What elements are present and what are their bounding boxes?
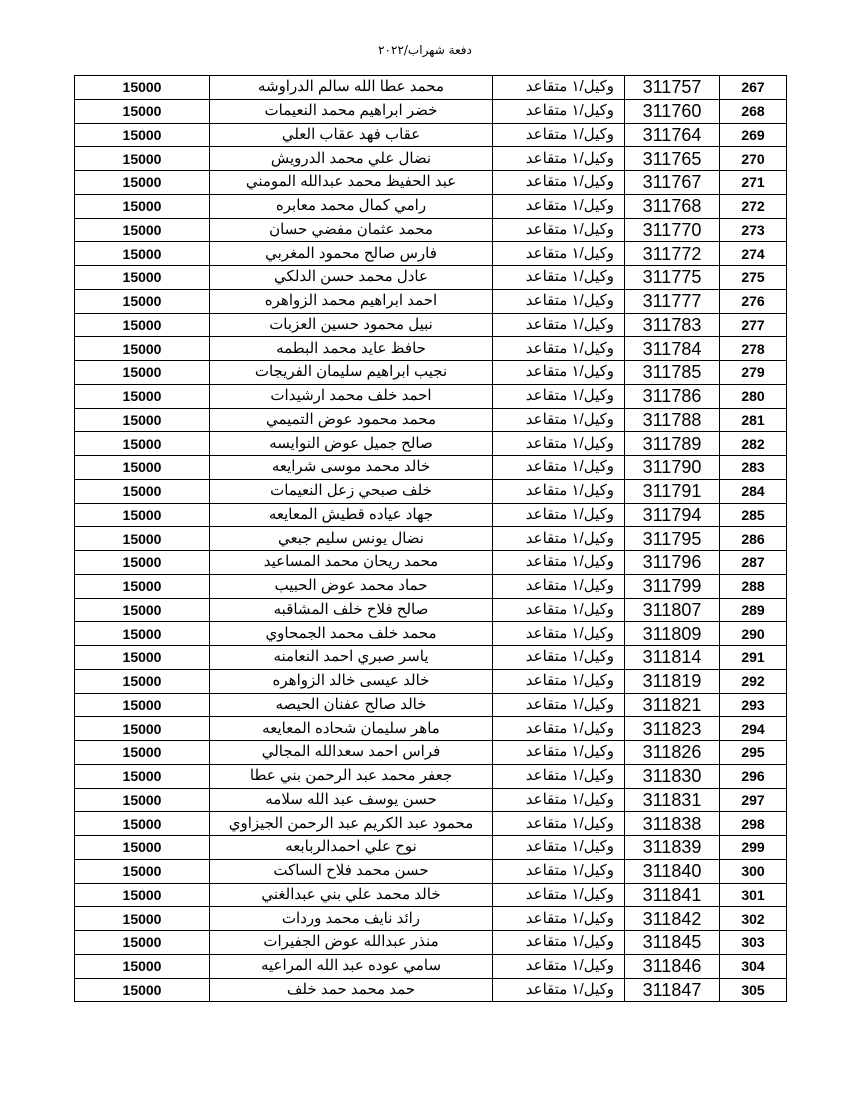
name-cell: نوح علي احمدالربابعه [210, 836, 493, 860]
rank-cell: وكيل/١ متقاعد [493, 859, 625, 883]
amount-cell: 15000 [75, 408, 210, 432]
table-row [75, 574, 787, 598]
amount-cell: 15000 [75, 693, 210, 717]
rank-cell: وكيل/١ متقاعد [493, 408, 625, 432]
military-number-cell: 311842 [625, 907, 720, 931]
sequence-number-cell: 301 [720, 883, 787, 907]
name-cell: صالح فلاح خلف المشاقبه [210, 598, 493, 622]
name-cell: منذر عبدالله عوض الجفيرات [210, 931, 493, 955]
sequence-number-cell: 267 [720, 76, 787, 100]
amount-cell: 15000 [75, 836, 210, 860]
amount-cell: 15000 [75, 361, 210, 385]
amount-cell: 15000 [75, 551, 210, 575]
military-number-cell: 311814 [625, 646, 720, 670]
military-number-cell: 311757 [625, 76, 720, 100]
table-row [75, 171, 787, 195]
sequence-number-cell: 300 [720, 859, 787, 883]
table-row [75, 551, 787, 575]
military-number-cell: 311839 [625, 836, 720, 860]
sequence-number-cell: 271 [720, 171, 787, 195]
sequence-number-cell: 291 [720, 646, 787, 670]
name-cell: احمد ابراهيم محمد الزواهره [210, 289, 493, 313]
rank-cell: وكيل/١ متقاعد [493, 218, 625, 242]
name-cell: محمد ريحان محمد المساعيد [210, 551, 493, 575]
military-number-cell: 311794 [625, 503, 720, 527]
rank-cell: وكيل/١ متقاعد [493, 384, 625, 408]
amount-cell: 15000 [75, 646, 210, 670]
sequence-number-cell: 303 [720, 931, 787, 955]
rank-cell: وكيل/١ متقاعد [493, 764, 625, 788]
sequence-number-cell: 281 [720, 408, 787, 432]
rank-cell: وكيل/١ متقاعد [493, 147, 625, 171]
military-number-cell: 311807 [625, 598, 720, 622]
table-row [75, 408, 787, 432]
name-cell: ياسر صبري احمد النعامنه [210, 646, 493, 670]
sequence-number-cell: 282 [720, 432, 787, 456]
rank-cell: وكيل/١ متقاعد [493, 456, 625, 480]
name-cell: صالح جميل عوض النوايسه [210, 432, 493, 456]
name-cell: حافظ عايد محمد البطمه [210, 337, 493, 361]
amount-cell: 15000 [75, 954, 210, 978]
sequence-number-cell: 280 [720, 384, 787, 408]
table-row [75, 289, 787, 313]
military-number-cell: 311789 [625, 432, 720, 456]
amount-cell: 15000 [75, 432, 210, 456]
name-cell: محمد خلف محمد الجمحاوي [210, 622, 493, 646]
amount-cell: 15000 [75, 289, 210, 313]
military-number-cell: 311764 [625, 123, 720, 147]
name-cell: جعفر محمد عبد الرحمن بني عطا [210, 764, 493, 788]
sequence-number-cell: 284 [720, 479, 787, 503]
table-row [75, 384, 787, 408]
sequence-number-cell: 296 [720, 764, 787, 788]
amount-cell: 15000 [75, 313, 210, 337]
name-cell: سامي عوده عبد الله المراعيه [210, 954, 493, 978]
rank-cell: وكيل/١ متقاعد [493, 503, 625, 527]
table-row [75, 812, 787, 836]
rank-cell: وكيل/١ متقاعد [493, 693, 625, 717]
amount-cell: 15000 [75, 99, 210, 123]
amount-cell: 15000 [75, 598, 210, 622]
sequence-number-cell: 288 [720, 574, 787, 598]
rank-cell: وكيل/١ متقاعد [493, 99, 625, 123]
military-number-cell: 311838 [625, 812, 720, 836]
rank-cell: وكيل/١ متقاعد [493, 289, 625, 313]
table-row [75, 76, 787, 100]
rank-cell: وكيل/١ متقاعد [493, 242, 625, 266]
military-number-cell: 311809 [625, 622, 720, 646]
military-number-cell: 311821 [625, 693, 720, 717]
rank-cell: وكيل/١ متقاعد [493, 883, 625, 907]
military-number-cell: 311823 [625, 717, 720, 741]
military-number-cell: 311830 [625, 764, 720, 788]
amount-cell: 15000 [75, 978, 210, 1002]
military-number-cell: 311777 [625, 289, 720, 313]
military-number-cell: 311765 [625, 147, 720, 171]
name-cell: عقاب فهد عقاب العلي [210, 123, 493, 147]
table-row [75, 527, 787, 551]
rank-cell: وكيل/١ متقاعد [493, 978, 625, 1002]
military-number-cell: 311788 [625, 408, 720, 432]
sequence-number-cell: 269 [720, 123, 787, 147]
sequence-number-cell: 276 [720, 289, 787, 313]
sequence-number-cell: 305 [720, 978, 787, 1002]
rank-cell: وكيل/١ متقاعد [493, 812, 625, 836]
table-row [75, 622, 787, 646]
name-cell: رائد نايف محمد وردات [210, 907, 493, 931]
table-row [75, 907, 787, 931]
amount-cell: 15000 [75, 527, 210, 551]
sequence-number-cell: 279 [720, 361, 787, 385]
name-cell: خالد محمد موسى شرايعه [210, 456, 493, 480]
rank-cell: وكيل/١ متقاعد [493, 527, 625, 551]
sequence-number-cell: 294 [720, 717, 787, 741]
military-number-cell: 311772 [625, 242, 720, 266]
name-cell: محمد عثمان مفضي حسان [210, 218, 493, 242]
sequence-number-cell: 298 [720, 812, 787, 836]
military-number-cell: 311785 [625, 361, 720, 385]
name-cell: فارس صالح محمود المغربي [210, 242, 493, 266]
military-number-cell: 311841 [625, 883, 720, 907]
amount-cell: 15000 [75, 503, 210, 527]
sequence-number-cell: 273 [720, 218, 787, 242]
military-number-cell: 311760 [625, 99, 720, 123]
amount-cell: 15000 [75, 266, 210, 290]
sequence-number-cell: 275 [720, 266, 787, 290]
rank-cell: وكيل/١ متقاعد [493, 479, 625, 503]
rank-cell: وكيل/١ متقاعد [493, 76, 625, 100]
table-row [75, 99, 787, 123]
military-number-cell: 311831 [625, 788, 720, 812]
rank-cell: وكيل/١ متقاعد [493, 574, 625, 598]
amount-cell: 15000 [75, 123, 210, 147]
rank-cell: وكيل/١ متقاعد [493, 669, 625, 693]
table-row [75, 883, 787, 907]
table-row [75, 788, 787, 812]
amount-cell: 15000 [75, 812, 210, 836]
sequence-number-cell: 287 [720, 551, 787, 575]
roster-table-body [75, 76, 787, 1002]
table-row [75, 764, 787, 788]
rank-cell: وكيل/١ متقاعد [493, 123, 625, 147]
sequence-number-cell: 290 [720, 622, 787, 646]
sequence-number-cell: 297 [720, 788, 787, 812]
sequence-number-cell: 274 [720, 242, 787, 266]
rank-cell: وكيل/١ متقاعد [493, 646, 625, 670]
table-row [75, 194, 787, 218]
name-cell: خالد عيسى خالد الزواهره [210, 669, 493, 693]
amount-cell: 15000 [75, 218, 210, 242]
name-cell: محمد محمود عوض التميمي [210, 408, 493, 432]
rank-cell: وكيل/١ متقاعد [493, 194, 625, 218]
table-row [75, 479, 787, 503]
sequence-number-cell: 299 [720, 836, 787, 860]
sequence-number-cell: 295 [720, 741, 787, 765]
military-number-cell: 311796 [625, 551, 720, 575]
rank-cell: وكيل/١ متقاعد [493, 741, 625, 765]
amount-cell: 15000 [75, 337, 210, 361]
military-number-cell: 311840 [625, 859, 720, 883]
table-row [75, 337, 787, 361]
sequence-number-cell: 285 [720, 503, 787, 527]
table-row [75, 693, 787, 717]
name-cell: حسن محمد فلاح الساكت [210, 859, 493, 883]
name-cell: خضر ابراهيم محمد النعيمات [210, 99, 493, 123]
rank-cell: وكيل/١ متقاعد [493, 432, 625, 456]
military-number-cell: 311786 [625, 384, 720, 408]
table-row [75, 646, 787, 670]
amount-cell: 15000 [75, 741, 210, 765]
military-number-cell: 311791 [625, 479, 720, 503]
page-header: دفعة شهراب/٢٠٢٢ [378, 43, 472, 57]
military-number-cell: 311845 [625, 931, 720, 955]
sequence-number-cell: 289 [720, 598, 787, 622]
amount-cell: 15000 [75, 907, 210, 931]
amount-cell: 15000 [75, 384, 210, 408]
military-number-cell: 311795 [625, 527, 720, 551]
table-row [75, 266, 787, 290]
name-cell: نجيب ابراهيم سليمان الفريجات [210, 361, 493, 385]
table-row [75, 978, 787, 1002]
name-cell: خلف صبحي زعل النعيمات [210, 479, 493, 503]
amount-cell: 15000 [75, 574, 210, 598]
name-cell: جهاد عياده قطيش المعايعه [210, 503, 493, 527]
table-row [75, 669, 787, 693]
name-cell: نضال يونس سليم جبعي [210, 527, 493, 551]
military-number-cell: 311783 [625, 313, 720, 337]
name-cell: نضال علي محمد الدرويش [210, 147, 493, 171]
name-cell: خالد صالح عفنان الحيصه [210, 693, 493, 717]
amount-cell: 15000 [75, 717, 210, 741]
sequence-number-cell: 268 [720, 99, 787, 123]
amount-cell: 15000 [75, 764, 210, 788]
sequence-number-cell: 292 [720, 669, 787, 693]
rank-cell: وكيل/١ متقاعد [493, 622, 625, 646]
amount-cell: 15000 [75, 147, 210, 171]
name-cell: فراس احمد سعدالله المجالي [210, 741, 493, 765]
amount-cell: 15000 [75, 622, 210, 646]
military-number-cell: 311767 [625, 171, 720, 195]
table-row [75, 741, 787, 765]
table-row [75, 313, 787, 337]
sequence-number-cell: 278 [720, 337, 787, 361]
rank-cell: وكيل/١ متقاعد [493, 788, 625, 812]
table-row [75, 836, 787, 860]
name-cell: حماد محمد عوض الحبيب [210, 574, 493, 598]
table-row [75, 954, 787, 978]
rank-cell: وكيل/١ متقاعد [493, 337, 625, 361]
amount-cell: 15000 [75, 883, 210, 907]
sequence-number-cell: 272 [720, 194, 787, 218]
sequence-number-cell: 304 [720, 954, 787, 978]
rank-cell: وكيل/١ متقاعد [493, 551, 625, 575]
military-number-cell: 311770 [625, 218, 720, 242]
rank-cell: وكيل/١ متقاعد [493, 931, 625, 955]
name-cell: احمد خلف محمد ارشيدات [210, 384, 493, 408]
name-cell: حمد محمد حمد خلف [210, 978, 493, 1002]
sequence-number-cell: 283 [720, 456, 787, 480]
table-row [75, 123, 787, 147]
amount-cell: 15000 [75, 788, 210, 812]
table-row [75, 503, 787, 527]
name-cell: ماهر سليمان شحاده المعايعه [210, 717, 493, 741]
table-row [75, 242, 787, 266]
rank-cell: وكيل/١ متقاعد [493, 836, 625, 860]
roster-table [74, 75, 787, 1002]
amount-cell: 15000 [75, 931, 210, 955]
name-cell: عادل محمد حسن الدلكي [210, 266, 493, 290]
name-cell: نبيل محمود حسين العزبات [210, 313, 493, 337]
table-row [75, 931, 787, 955]
sequence-number-cell: 293 [720, 693, 787, 717]
amount-cell: 15000 [75, 669, 210, 693]
table-row [75, 456, 787, 480]
table-row [75, 218, 787, 242]
table-row [75, 361, 787, 385]
rank-cell: وكيل/١ متقاعد [493, 171, 625, 195]
military-number-cell: 311846 [625, 954, 720, 978]
rank-cell: وكيل/١ متقاعد [493, 266, 625, 290]
military-number-cell: 311799 [625, 574, 720, 598]
name-cell: محمد عطا الله سالم الدراوشه [210, 76, 493, 100]
amount-cell: 15000 [75, 76, 210, 100]
name-cell: حسن يوسف عبد الله سلامه [210, 788, 493, 812]
amount-cell: 15000 [75, 194, 210, 218]
table-row [75, 717, 787, 741]
table-row [75, 598, 787, 622]
military-number-cell: 311790 [625, 456, 720, 480]
sequence-number-cell: 286 [720, 527, 787, 551]
military-number-cell: 311784 [625, 337, 720, 361]
military-number-cell: 311819 [625, 669, 720, 693]
table-row [75, 147, 787, 171]
rank-cell: وكيل/١ متقاعد [493, 313, 625, 337]
table-row [75, 432, 787, 456]
sequence-number-cell: 302 [720, 907, 787, 931]
name-cell: رامي كمال محمد معابره [210, 194, 493, 218]
amount-cell: 15000 [75, 242, 210, 266]
rank-cell: وكيل/١ متقاعد [493, 361, 625, 385]
rank-cell: وكيل/١ متقاعد [493, 954, 625, 978]
amount-cell: 15000 [75, 171, 210, 195]
military-number-cell: 311847 [625, 978, 720, 1002]
military-number-cell: 311768 [625, 194, 720, 218]
table-row [75, 859, 787, 883]
rank-cell: وكيل/١ متقاعد [493, 717, 625, 741]
military-number-cell: 311826 [625, 741, 720, 765]
sequence-number-cell: 270 [720, 147, 787, 171]
name-cell: خالد محمد علي بني عبدالغني [210, 883, 493, 907]
name-cell: عبد الحفيظ محمد عبدالله المومني [210, 171, 493, 195]
amount-cell: 15000 [75, 859, 210, 883]
amount-cell: 15000 [75, 456, 210, 480]
sequence-number-cell: 277 [720, 313, 787, 337]
rank-cell: وكيل/١ متقاعد [493, 598, 625, 622]
military-number-cell: 311775 [625, 266, 720, 290]
rank-cell: وكيل/١ متقاعد [493, 907, 625, 931]
name-cell: محمود عبد الكريم عبد الرحمن الجيزاوي [210, 812, 493, 836]
amount-cell: 15000 [75, 479, 210, 503]
